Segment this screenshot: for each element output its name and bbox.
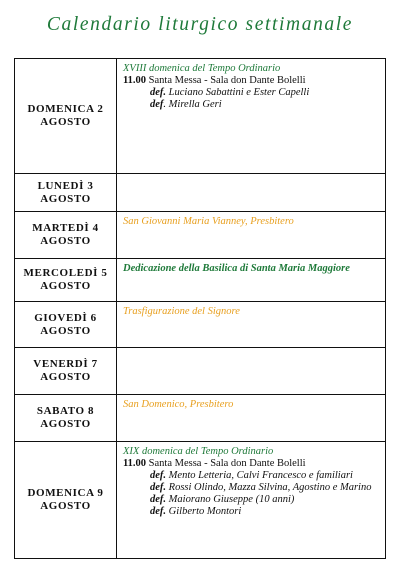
defunti-line xyxy=(123,470,379,482)
defunti-line xyxy=(123,87,379,99)
mass-time: 11.00 xyxy=(123,75,147,86)
day-month: AGOSTO xyxy=(40,324,91,337)
def-names: . Mirella Geri xyxy=(163,99,222,110)
events-cell xyxy=(117,348,386,395)
mass-time: 11.00 xyxy=(123,458,147,469)
day-name: LUNEDÌ 3 xyxy=(37,179,94,192)
events-cell xyxy=(117,212,386,259)
day-cell xyxy=(15,174,117,212)
feast-title: XVIII domenica del Tempo Ordinario xyxy=(123,63,281,74)
day-month: AGOSTO xyxy=(40,418,91,430)
mass-line xyxy=(123,458,379,470)
defunti-line xyxy=(123,99,379,111)
events-cell xyxy=(117,59,386,174)
day-name: SABATO 8 xyxy=(36,405,95,417)
def-label: def. xyxy=(150,87,167,98)
feast-title: XIX domenica del Tempo Ordinario xyxy=(123,446,274,457)
mass-description: Santa Messa - Sala don Dante Bolelli xyxy=(146,75,306,86)
calendar-row xyxy=(15,302,386,348)
def-label: def xyxy=(150,99,164,110)
day-name: GIOVEDÌ 6 xyxy=(34,311,97,324)
day-month: AGOSTO xyxy=(40,192,91,205)
calendar-row xyxy=(15,212,386,259)
defunti-line xyxy=(123,482,379,494)
liturgical-calendar-table xyxy=(14,58,386,559)
def-names: Maiorano Giuseppe (10 anni) xyxy=(166,494,295,505)
mass-line xyxy=(123,75,379,87)
feast-title: Dedicazione della Basilica di Santa Maria Maggiore xyxy=(123,263,350,274)
feast-title: San Giovanni Maria Vianney, Presbitero xyxy=(123,216,294,227)
mass-description: Santa Messa - Sala don Dante Bolelli xyxy=(146,458,306,469)
day-name: MARTEDÌ 4 xyxy=(32,222,99,234)
calendar-row xyxy=(15,395,386,442)
feast-title: San Domenico, Presbitero xyxy=(123,399,234,410)
day-name: MERCOLEDÌ 5 xyxy=(23,267,108,279)
day-month: AGOSTO xyxy=(40,280,91,292)
defunti-line xyxy=(123,506,379,518)
day-cell xyxy=(15,442,117,559)
day-name: DOMENICA 2 xyxy=(27,103,104,115)
day-cell xyxy=(15,395,117,442)
events-cell xyxy=(117,259,386,302)
events-cell xyxy=(117,174,386,212)
events-cell xyxy=(117,442,386,559)
def-label: def. xyxy=(150,506,167,517)
calendar-row xyxy=(15,348,386,395)
calendar-row xyxy=(15,259,386,302)
def-label: def. xyxy=(150,482,167,493)
def-names: Mento Letteria, Calvi Francesco e familiari xyxy=(166,470,353,481)
def-label: def. xyxy=(150,470,167,481)
def-label: def. xyxy=(150,494,167,505)
calendar-row xyxy=(15,59,386,174)
day-cell xyxy=(15,212,117,259)
events-cell xyxy=(117,302,386,348)
day-cell xyxy=(15,302,117,348)
day-month: AGOSTO xyxy=(40,116,91,128)
day-name: VENERDÌ 7 xyxy=(33,358,98,370)
day-name: DOMENICA 9 xyxy=(27,487,104,499)
day-cell xyxy=(15,259,117,302)
page-title: Calendario liturgico settimanale xyxy=(46,14,354,35)
def-names: Luciano Sabattini e Ester Capelli xyxy=(166,87,310,98)
day-month: AGOSTO xyxy=(40,235,91,247)
feast-title: Trasfigurazione del Signore xyxy=(123,306,240,317)
calendar-row xyxy=(15,174,386,212)
def-names: Rossi Olindo, Mazza Silvina, Agostino e Marino xyxy=(166,482,372,493)
calendar-row xyxy=(15,442,386,559)
defunti-line xyxy=(123,494,379,506)
day-month: AGOSTO xyxy=(40,500,91,512)
day-cell xyxy=(15,348,117,395)
day-month: AGOSTO xyxy=(40,371,91,383)
day-cell xyxy=(15,59,117,174)
events-cell xyxy=(117,395,386,442)
def-names: Gilberto Montori xyxy=(166,506,242,517)
